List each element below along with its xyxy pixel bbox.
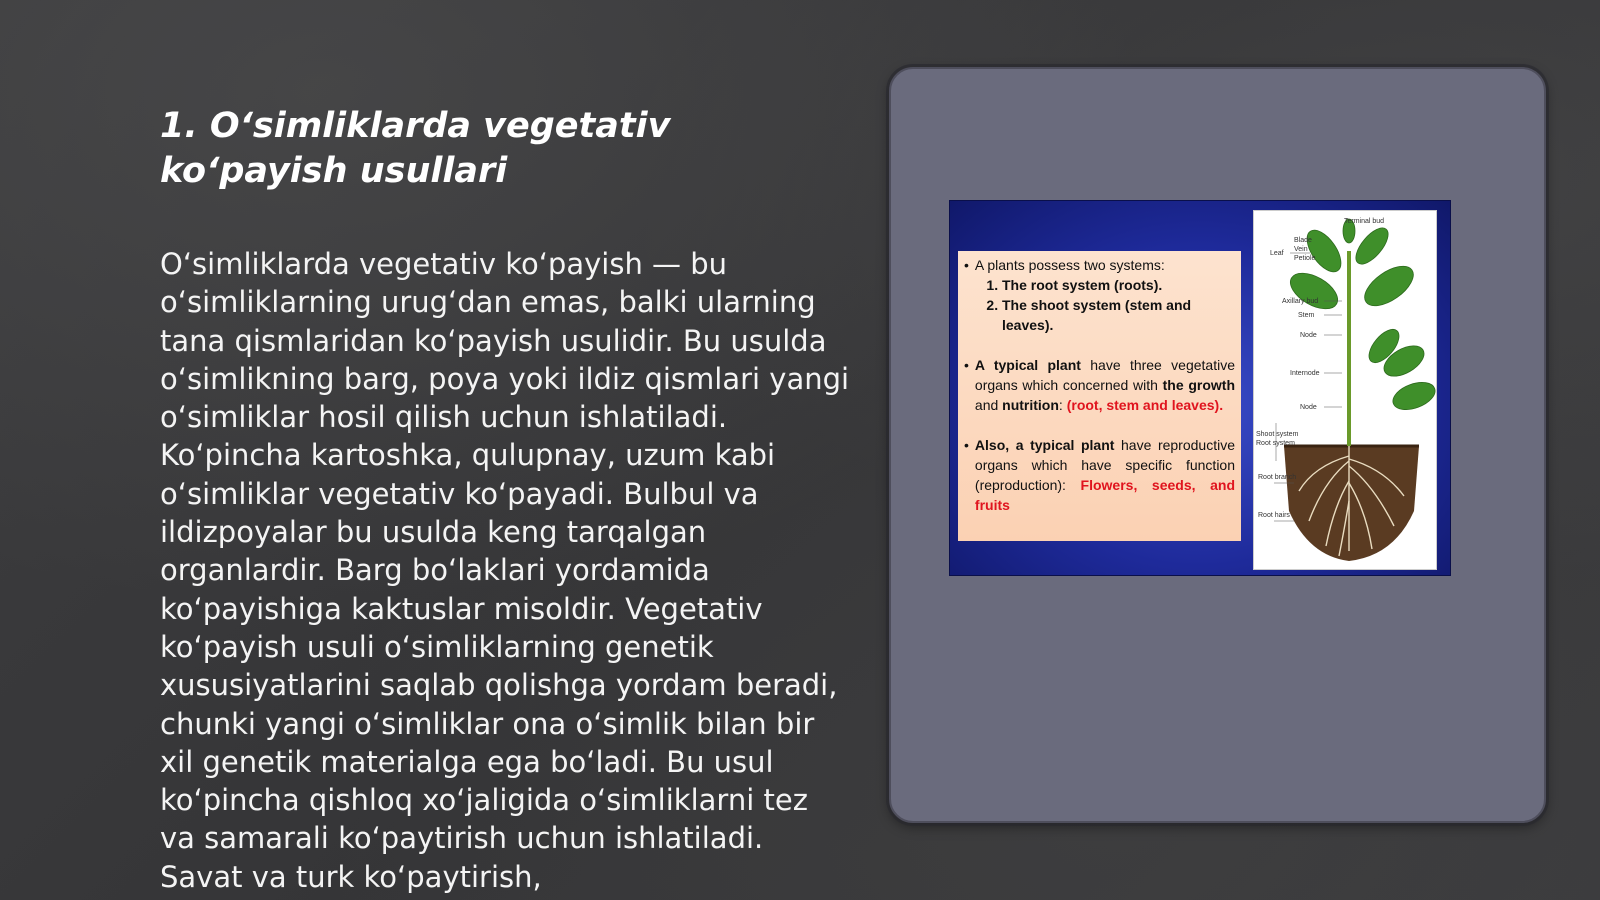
figure-typical-plant-lead: A typical plant	[974, 357, 1081, 373]
label-terminal-bud: Terminal bud	[1344, 218, 1385, 225]
figure-typical-plant-mid: have three vegetative organs which concerned with	[974, 357, 1235, 393]
label-stem: Stem	[1298, 312, 1315, 319]
plant-diagram	[1253, 210, 1437, 570]
label-blade: Blade	[1294, 237, 1312, 244]
figure-colon: :	[1058, 397, 1067, 413]
figure-also-mid: have reproductive organs which have specific function (reproduction):	[974, 437, 1235, 493]
label-petiole: Petiole	[1294, 255, 1316, 262]
label-root-branch: Root branch	[1258, 474, 1297, 481]
label-root-system: Root system	[1256, 440, 1295, 447]
label-leaf: Leaf	[1270, 250, 1284, 257]
figure-reproductive-organs: Flowers, seeds, and fruits	[974, 477, 1235, 513]
label-vein: Vein	[1294, 246, 1308, 253]
slide-body-text: O‘simliklarda vegetativ ko‘payish — bu o‘simliklarning urug‘dan emas, balki ularning tana qismlaridan ko‘payish usulidir. Bu usulda o‘simlikning barg, poya yoki ildiz qismlari yangi o‘simliklar hosil qilish uchun ishlatiladi. Ko‘pincha kartoshka, qulupnay, uzum kabi o‘simliklar vegetativ ko‘payadi. Bulbul va ildizpoyalar bu usulda keng tarqalgan organlardir. Barg bo‘laklari yordamida ko‘payishiga kaktuslar misoldir. Vegetativ ko‘payish usuli o‘simliklarning genetik xususiyatlarini saqlab qolishga yordam beradi, chunki yangi o‘simliklar ona o‘simlik bilan bir xil genetik materialga ega bo‘ladi. Bu usul ko‘pincha qishloq xo‘jaligida o‘simliklarni tez va samarali ko‘paytirish uchun ishlatiladi. Savat va turk ko‘paytirish,	[160, 247, 850, 894]
figure-systems-list	[964, 275, 1235, 335]
soil-shape	[1284, 446, 1419, 561]
label-node-2: Node	[1300, 404, 1317, 411]
figure-the-growth: the growth	[1162, 377, 1236, 393]
figure-text-panel	[958, 251, 1241, 541]
figure-system-shoot: 2. The shoot system (stem and leaves).	[1002, 295, 1235, 335]
figure-also-lead: Also, a typical plant	[974, 437, 1115, 453]
figure-vegetative-organs: (root, stem and leaves).	[1066, 397, 1224, 413]
label-axillary-bud: Axillary bud	[1282, 298, 1319, 305]
figure-bullet-vegetative: • A typical plant have three vegetative organs which concerned with the growth and nutrition: (root, stem and leaves).	[964, 357, 1236, 413]
plant-systems-figure	[949, 200, 1451, 576]
label-node-1: Node	[1300, 332, 1317, 339]
figure-bullet-reproductive: • Also, a typical plant have reproductive organs which have specific function (reproduction): Flowers, seeds, and fruits	[964, 437, 1235, 513]
label-internode: Internode	[1290, 370, 1320, 377]
figure-intro: A plants possess two systems:	[974, 257, 1165, 273]
label-root-hairs: Root hairs	[1258, 512, 1290, 519]
figure-bullet-systems: • A plants possess two systems:	[964, 255, 1235, 275]
figure-and: and	[974, 397, 1003, 413]
plant-diagram-svg	[1254, 211, 1436, 569]
slide-title: 1. O‘simliklarda vegetativ ko‘payish usullari	[160, 106, 671, 191]
label-shoot-system: Shoot system	[1256, 431, 1299, 438]
figure-nutrition: nutrition	[1002, 397, 1059, 413]
figure-system-root: 1. The root system (roots).	[1002, 275, 1235, 295]
